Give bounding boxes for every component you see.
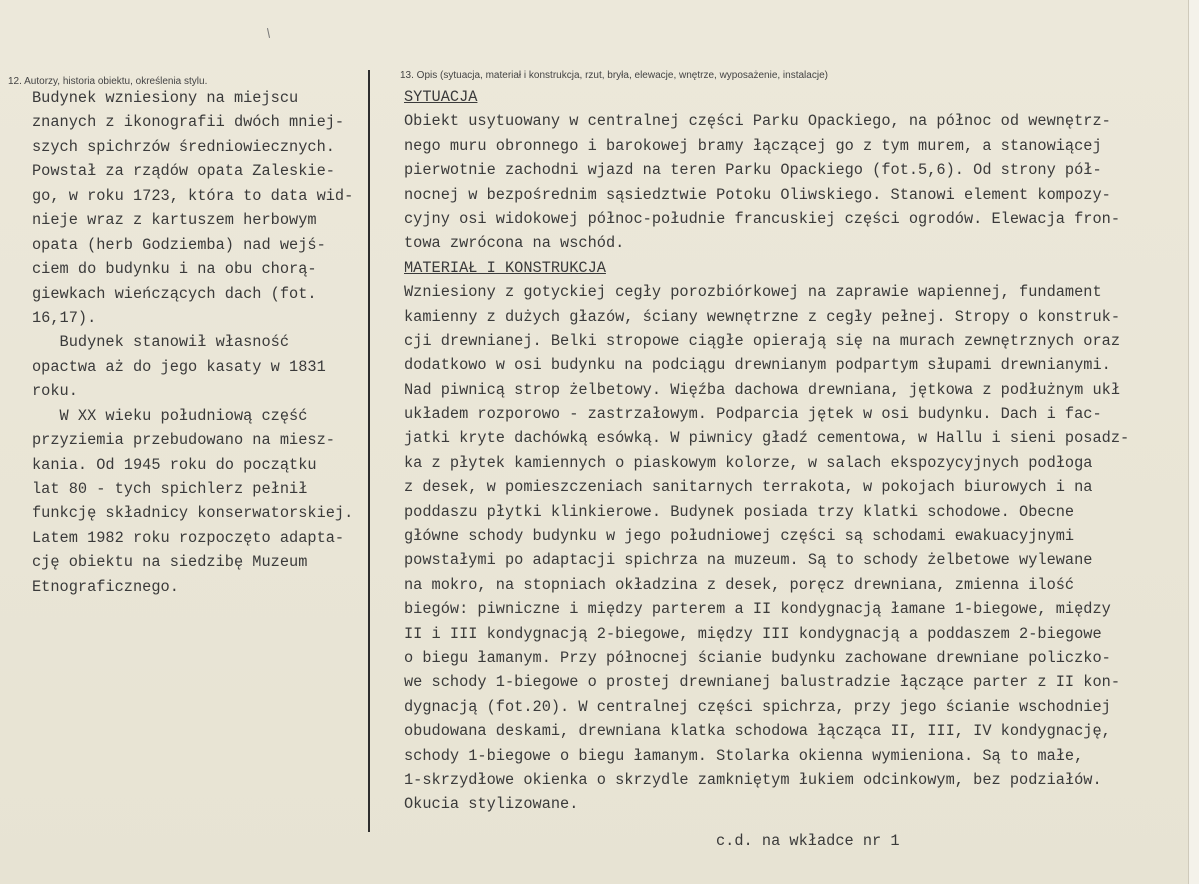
text-line: kania. Od 1945 roku do początku bbox=[32, 455, 317, 474]
text-line: powstałymi po adaptacji spichrza na muzeum. Są to schody żelbetowe wylewane bbox=[404, 551, 1093, 570]
text-line: Powstał za rządów opata Zaleskie- bbox=[32, 162, 335, 181]
description-text bbox=[404, 85, 1194, 817]
section-heading-situation: SYTUACJA bbox=[404, 88, 478, 106]
text-line: Wzniesiony z gotyckiej cegły porozbiórkowej na zaprawie wapiennej, fundament bbox=[404, 283, 1102, 302]
text-line: 16,17). bbox=[32, 308, 97, 327]
text-line: znanych z ikonografii dwóch mniej- bbox=[32, 113, 345, 132]
text-line: II i III kondygnacją 2-biegowe, między III kondygnacją a poddaszem 2-biegowe bbox=[404, 624, 1102, 643]
text-line: giewkach wieńczących dach (fot. bbox=[32, 284, 317, 303]
text-line: z desek, w pomieszczeniach sanitarnych terrakota, w pokojach biurowych i na bbox=[404, 478, 1093, 497]
text-line: go, w roku 1723, która to data wid- bbox=[32, 186, 354, 205]
text-line: Budynek stanowił własność bbox=[32, 333, 290, 352]
text-line: we schody 1-biegowe o prostej drewnianej balustradzie łączące parter z II kon- bbox=[404, 673, 1121, 692]
text-line: Latem 1982 roku rozpoczęto adapta- bbox=[32, 528, 345, 547]
text-line: o biegu łamanym. Przy północnej ścianie budynku zachowane drewniane policzko- bbox=[404, 648, 1111, 667]
continuation-note: c.d. na wkładce nr 1 bbox=[716, 832, 900, 850]
text-line: przyziemia przebudowano na miesz- bbox=[32, 431, 335, 450]
text-line: dodatkowo w osi budynku na podciągu drewnianym podpartym słupami drewnianymi. bbox=[404, 356, 1111, 375]
text-line: biegów: piwniczne i między parterem a II kondygnacją łamane 1-biegowe, między bbox=[404, 600, 1111, 619]
text-line: obudowana deskami, drewniana klatka schodowa łącząca II, III, IV kondygnację, bbox=[404, 722, 1111, 741]
text-line: dygnacją (fot.20). W centralnej części spichrza, przy jego ścianie wschodniej bbox=[404, 697, 1111, 716]
text-line: jatki kryte dachówką esówką. W piwnicy gładź cementowa, w Hallu i sieni posadz- bbox=[404, 429, 1130, 448]
text-line: poddaszu płytki klinkierowe. Budynek posiada trzy klatki schodowe. Obecne bbox=[404, 502, 1075, 521]
text-line: pierwotnie zachodni wjazd na teren Parku Opackiego (fot.5,6). Od strony pół- bbox=[404, 161, 1102, 180]
text-line: kamienny z dużych głazów, ściany wewnętrzne z cegły pełnej. Stropy o konstruk- bbox=[404, 307, 1121, 326]
text-line: nocnej w bezpośrednim sąsiedztwie Potoku Oliwskiego. Stanowi element kompozy- bbox=[404, 185, 1111, 204]
text-line: Budynek wzniesiony na miejscu bbox=[32, 89, 299, 107]
text-line: roku. bbox=[32, 382, 78, 401]
text-line: Nad piwnicą strop żelbetowy. Więźba dachowa drewniana, jętkowa z podłużnym ukł bbox=[404, 380, 1121, 399]
text-line: ciem do budynku i na obu chorą- bbox=[32, 260, 317, 279]
text-line: opactwa aż do jego kasaty w 1831 bbox=[32, 357, 326, 376]
text-line: towa zwrócona na wschód. bbox=[404, 234, 625, 253]
text-line: Okucia stylizowane. bbox=[404, 795, 579, 814]
text-line: nego muru obronnego i barokowej bramy łączącej go z tym murem, a stanowiącej bbox=[404, 136, 1102, 155]
text-line: na mokro, na stopniach okładzina z desek, poręcz drewniana, zmienna ilość bbox=[404, 575, 1075, 594]
text-line: lat 80 - tych spichlerz pełnił bbox=[32, 480, 308, 498]
text-line: cję obiektu na siedzibę Muzeum bbox=[32, 553, 308, 572]
text-line: Obiekt usytuowany w centralnej części Parku Opackiego, na północ od wewnętrz- bbox=[404, 112, 1111, 131]
text-line: Etnograficznego. bbox=[32, 577, 179, 596]
right-column-header: 13. Opis (sytuacja, materiał i konstrukcja, rzut, bryła, elewacje, wnętrze, wyposażenie, instalacje) bbox=[400, 70, 828, 81]
text-line: główne schody budynku w jego południowej części są schodami ewakuacyjnymi bbox=[404, 527, 1075, 546]
text-line: 1-skrzydłowe okienka o skrzydle zamkniętym łukiem odcinkowym, bez podziałów. bbox=[404, 770, 1102, 789]
text-line: schody 1-biegowe o biegu łamanym. Stolarka okienna wymieniona. Są to małe, bbox=[404, 746, 1084, 765]
text-line: opata (herb Godziemba) nad wejś- bbox=[32, 235, 326, 254]
left-column-header: 12. Autorzy, historia obiektu, określenia stylu. bbox=[8, 76, 208, 87]
text-line: W XX wieku południową część bbox=[32, 406, 308, 425]
text-line: ka z płytek kamiennych o piaskowym kolorze, w salach ekspozycyjnych podłoga bbox=[404, 453, 1093, 472]
section-heading-material: MATERIAŁ I KONSTRUKCJA bbox=[404, 258, 606, 277]
text-line: cyjny osi widokowej północ-południe francuskiej części ogrodów. Elewacja fron- bbox=[404, 209, 1121, 228]
text-line: nieje wraz z kartuszem herbowym bbox=[32, 211, 317, 230]
text-line: cji drewnianej. Belki stropowe ciągłe opierają się na murach zewnętrznych oraz bbox=[404, 331, 1121, 350]
text-line: szych spichrzów średniowiecznych. bbox=[32, 137, 335, 156]
history-text bbox=[32, 86, 372, 599]
text-line: układem rozporowo - zastrzałowym. Podparcia jętek w osi budynku. Dach i fac- bbox=[404, 405, 1102, 424]
text-line: funkcję składnicy konserwatorskiej. bbox=[32, 504, 354, 523]
